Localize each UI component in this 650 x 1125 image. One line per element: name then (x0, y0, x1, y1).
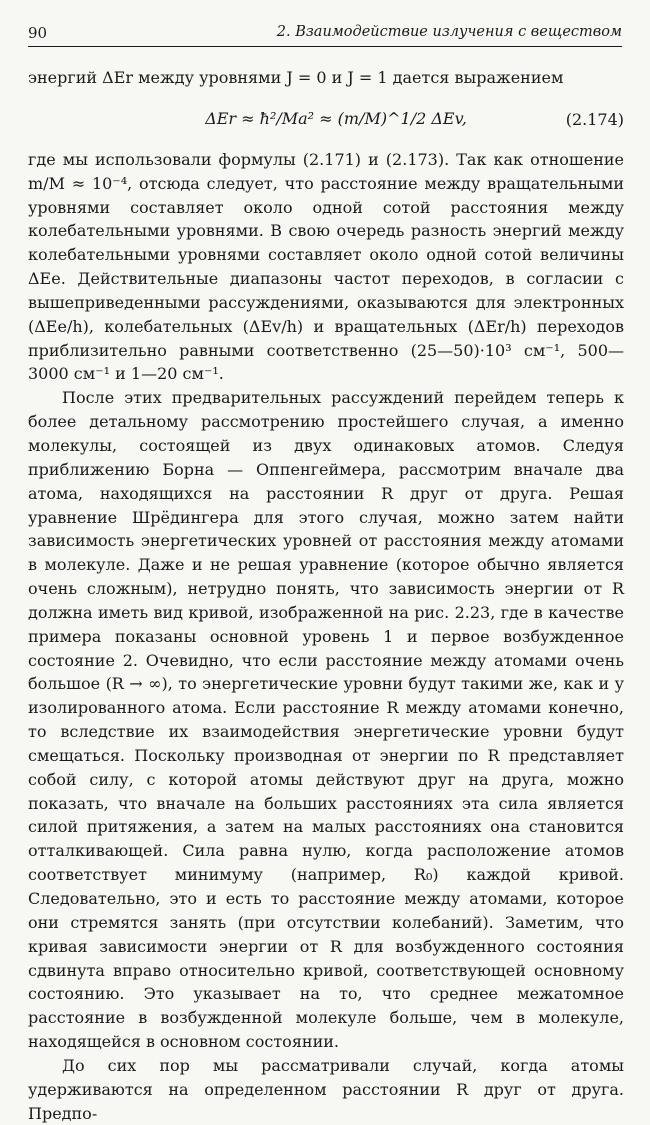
paragraph-3: До сих пор мы рассматривали случай, когда атомы удерживаются на определенном расстоянии R друг от друга. Предпо- (28, 1055, 624, 1123)
equation-2-174 (28, 90, 624, 148)
equation-number: (2.174) (565, 109, 624, 129)
paragraph-2: После этих предварительных рассуждений перейдем теперь к более детальному рассмотрению простейшего случая, а именно молекулы, состоящей из двух одинаковых атомов. Следуя приближению Борна — Оппенгеймера, рассмотрим вначале два атома, находящихся на расстоянии R друг от друга. Решая уравнение Шрёдингера для этого случая, можно затем найти зависимость энергетических уровней от расстояния между атомами в молекуле. Даже и не решая уравнение (которое обычно является очень сложным), нетрудно понять, что зависимость энергии от R должна иметь вид кривой, изображенной на рис. 2.23, где в качестве примера показаны основной уровень 1 и первое возбужденное состояние 2. Очевидно, что если расстояние между атомами очень большое (R → ∞), то энергетические уровни будут такими же, как и у изолированного атома. Если расстояние R между атомами конечно, то вследствие их взаимодействия энергетические уровни будут смещаться. Поскольку производная от энергии по R представляет собой силу, с которой атомы действуют друг на друга, можно показать, что вначале на больших расстояниях эта сила является силой притяжения, а затем на малых расстояниях она становится отталкивающей. Сила равна нулю, когда расположение атомов соответствует минимуму (например, R₀) каждой кривой. Следовательно, это и есть то расстояние между атомами, которое они стремятся занять (при отсутствии колебаний). Заметим, что кривая зависимости энергии от R для возбужденного состояния сдвинута вправо относительно кривой, соответствующей основному состоянию. Это указывает на то, что среднее межатомное расстояние в возбужденной молекуле больше, чем в молекуле, находящейся в основном состоянии. (28, 388, 624, 1052)
paragraph-1: где мы использовали формулы (2.171) и (2.173). Так как отношение m/M ≈ 10⁻⁴, отсюда следует, что расстояние между вращательными уровнями составляет около одной сотой расстояния между колебательными уровнями. В свою очередь разность энергий между колебательными уровнями составляет около одной сотой величины ΔEe. Действительные диапазоны частот переходов, в согласии с вышеприведенными рассуждениями, оказываются для электронных (ΔEe/h), колебательных (ΔEv/h) и вращательных (ΔEr/h) переходов приблизительно равными соответственно (25—50)·10³ см⁻¹, 500—3000 см⁻¹ и 1—20 см⁻¹. (28, 149, 624, 384)
equation-expression: ΔEr ≈ ħ²/Ma² ≈ (m/M)^1/2 ΔEv, (205, 108, 467, 128)
page-header (28, 22, 622, 47)
intro-line: энергий ΔEr между уровнями J = 0 и J = 1 дается выражением (28, 68, 564, 87)
page-body (28, 66, 624, 1125)
running-title: 2. Взаимодействие излучения с веществом (276, 24, 622, 40)
page-number: 90 (28, 24, 48, 42)
